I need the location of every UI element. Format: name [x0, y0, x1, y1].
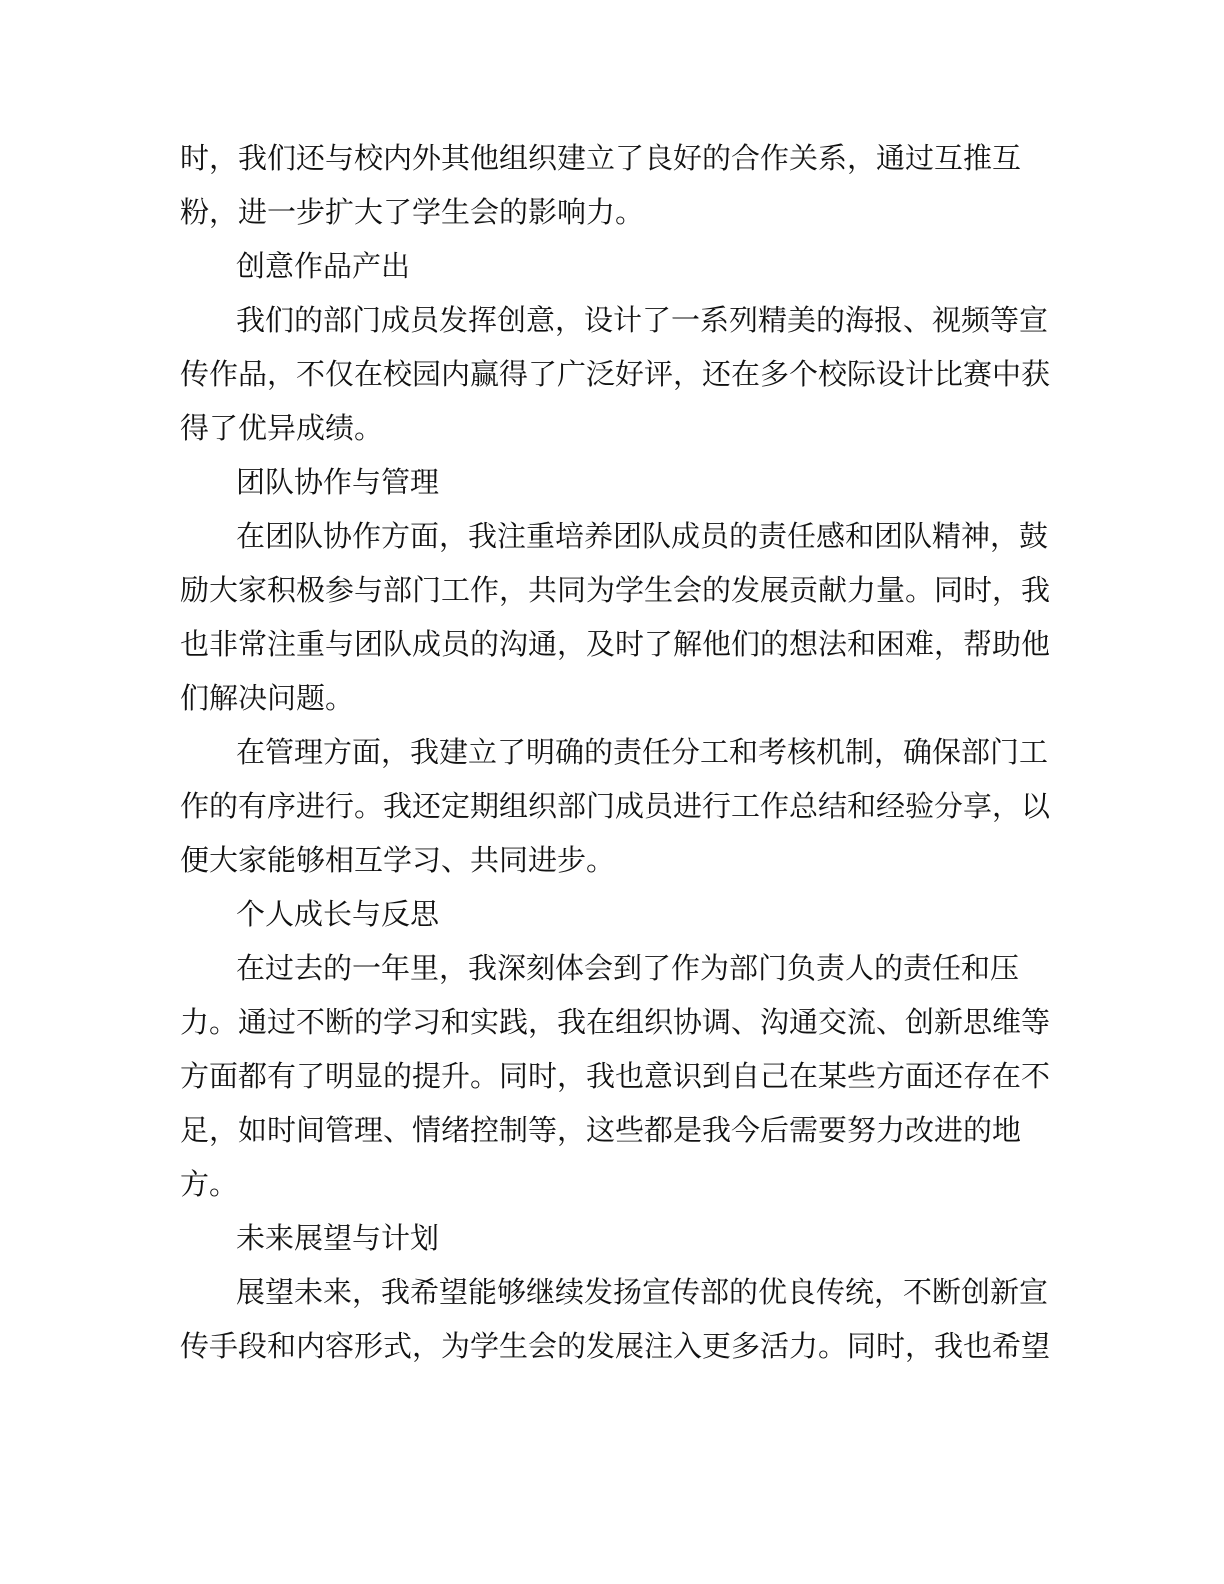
paragraph-line: 传作品，不仅在校园内赢得了广泛好评，还在多个校际设计比赛中获 [180, 357, 1051, 391]
paragraph-line: 便大家能够相互学习、共同进步。 [180, 843, 616, 877]
paragraph-line: 也非常注重与团队成员的沟通，及时了解他们的想法和困难，帮助他 [180, 627, 1051, 661]
paragraph-line: 时，我们还与校内外其他组织建立了良好的合作关系，通过互推互 [180, 141, 1022, 175]
paragraph-line: 得了优异成绩。 [180, 411, 384, 445]
paragraph-line: 作的有序进行。我还定期组织部门成员进行工作总结和经验分享，以 [180, 789, 1051, 823]
section-heading: 创意作品产出 [236, 249, 411, 283]
paragraph-line: 传手段和内容形式，为学生会的发展注入更多活力。同时，我也希望 [180, 1329, 1051, 1363]
paragraph-line: 在管理方面，我建立了明确的责任分工和考核机制，确保部门工 [236, 735, 1049, 769]
paragraph-line: 方面都有了明显的提升。同时，我也意识到自己在某些方面还存在不 [180, 1059, 1051, 1093]
paragraph-line: 足，如时间管理、情绪控制等，这些都是我今后需要努力改进的地 [180, 1113, 1022, 1147]
paragraph-line: 在过去的一年里，我深刻体会到了作为部门负责人的责任和压 [236, 951, 1020, 985]
paragraph-line: 力。通过不断的学习和实践，我在组织协调、沟通交流、创新思维等 [180, 1005, 1051, 1039]
section-heading: 团队协作与管理 [236, 465, 440, 499]
section-heading: 未来展望与计划 [236, 1221, 440, 1255]
paragraph-line: 在团队协作方面，我注重培养团队成员的责任感和团队精神，鼓 [236, 519, 1049, 553]
paragraph-line: 们解决问题。 [180, 681, 355, 715]
document-body [180, 131, 1051, 1373]
paragraph-line: 方。 [180, 1167, 239, 1201]
section-heading: 个人成长与反思 [236, 897, 440, 931]
paragraph-line: 展望未来，我希望能够继续发扬宣传部的优良传统，不断创新宣 [236, 1275, 1049, 1309]
paragraph-line: 我们的部门成员发挥创意，设计了一系列精美的海报、视频等宣 [236, 303, 1049, 337]
paragraph-line: 励大家积极参与部门工作，共同为学生会的发展贡献力量。同时，我 [180, 573, 1051, 607]
paragraph-line: 粉，进一步扩大了学生会的影响力。 [180, 195, 645, 229]
